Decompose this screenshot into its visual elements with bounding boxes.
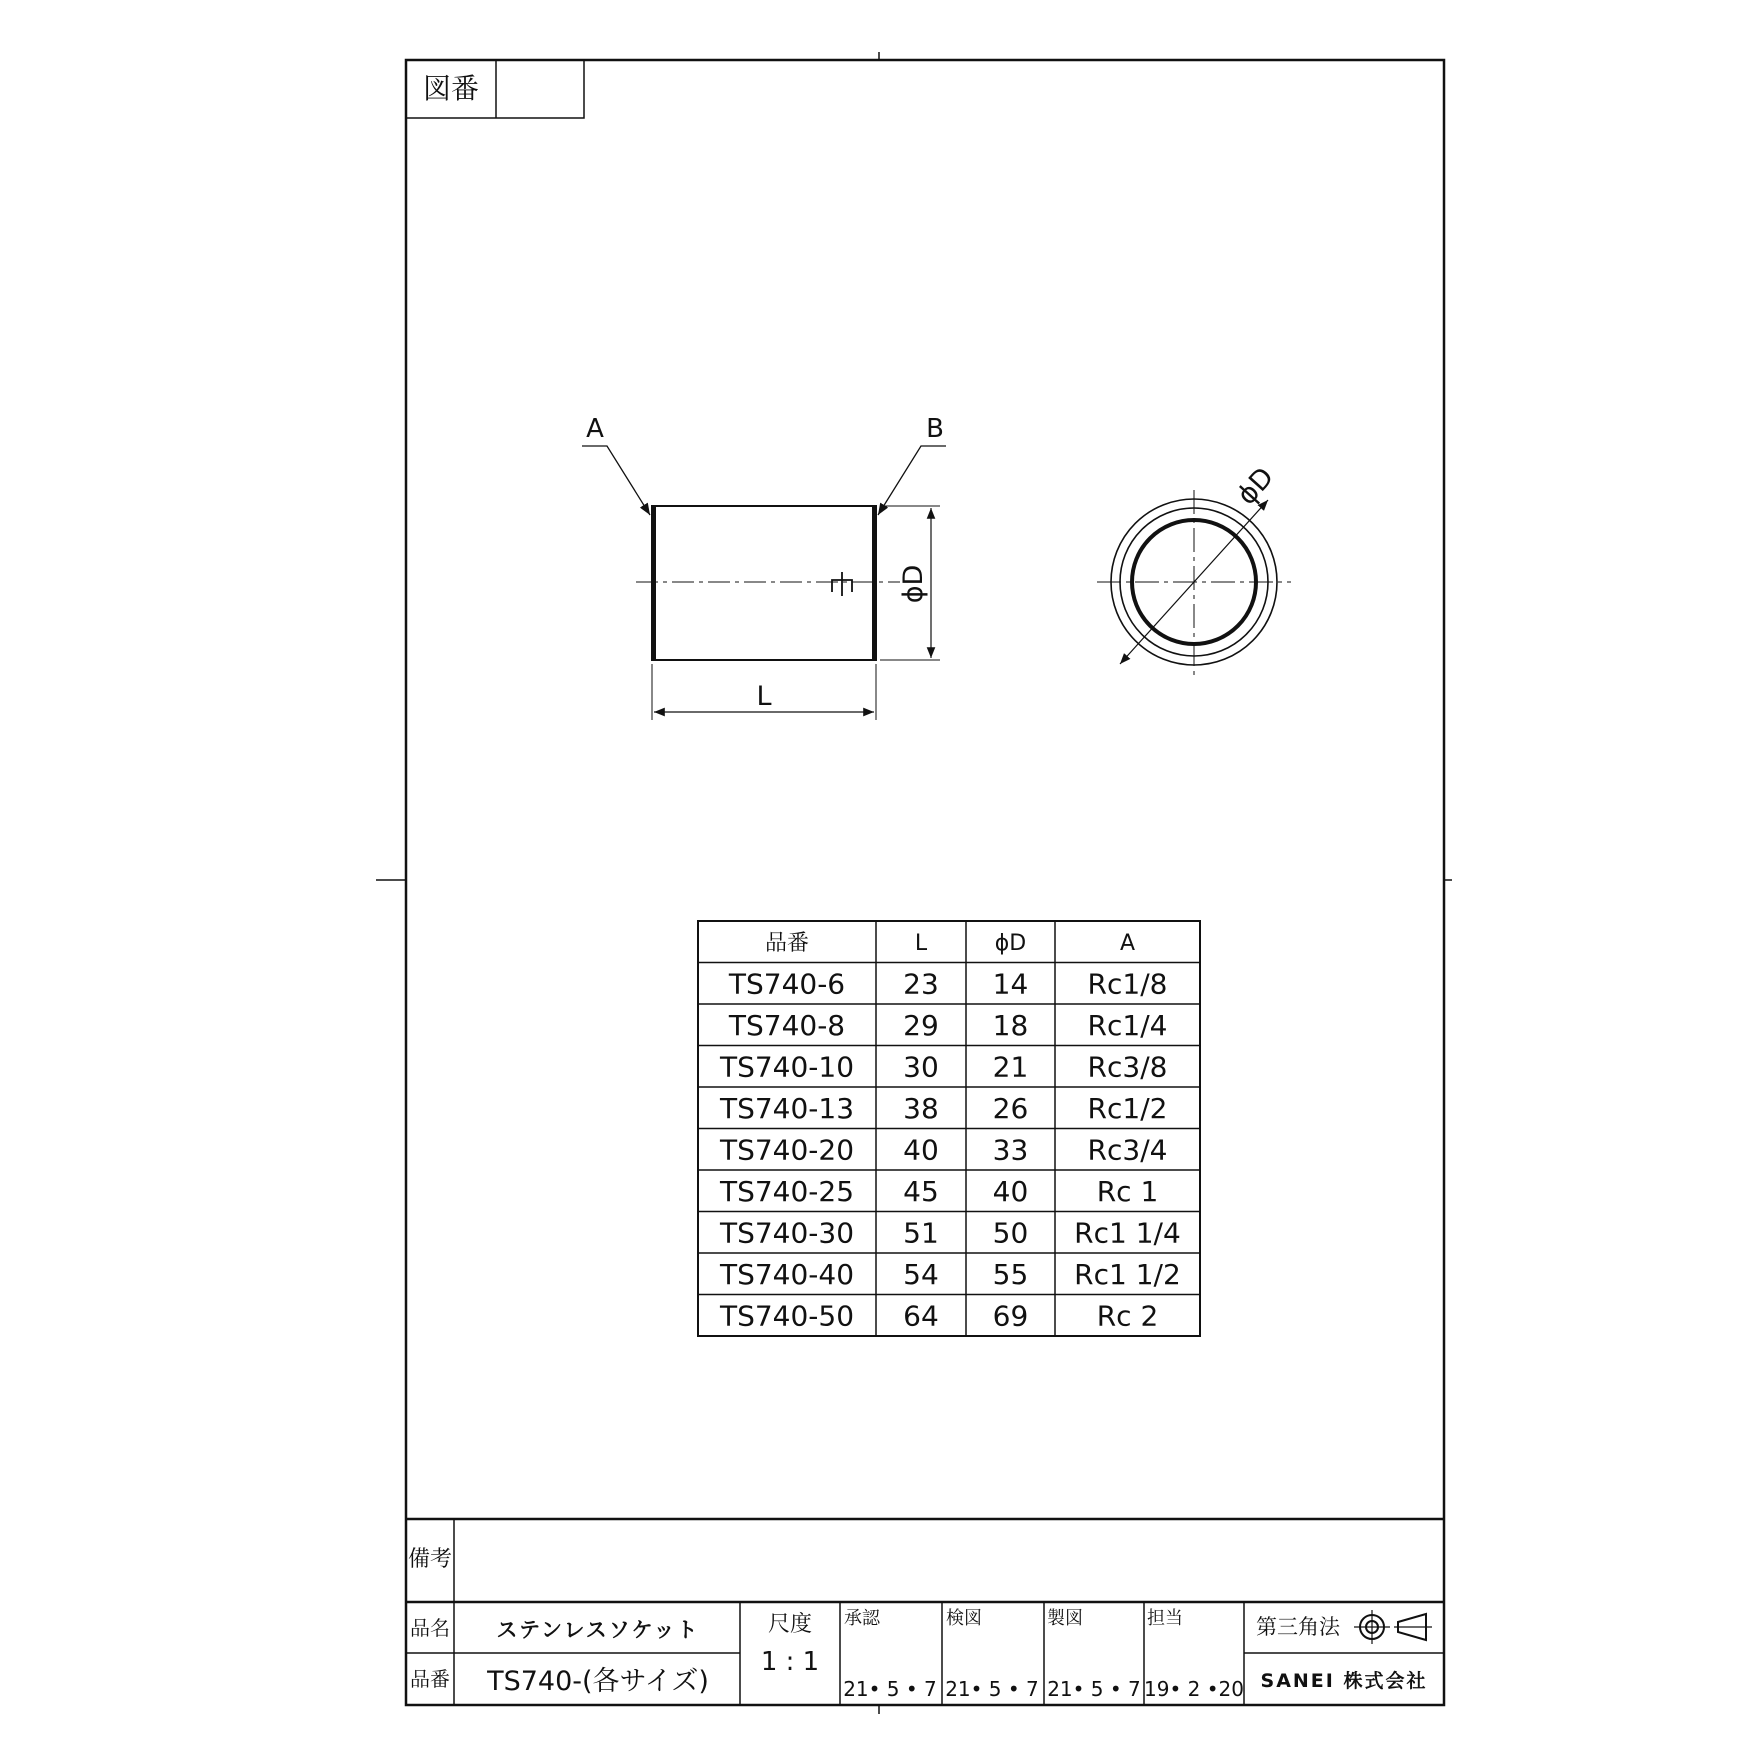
table-cell: TS740-8 bbox=[728, 1008, 846, 1042]
table-cell: 21 bbox=[992, 1050, 1029, 1084]
company-name: SANEI 株式会社 bbox=[1260, 1670, 1428, 1692]
projection-label: 第三角法 bbox=[1256, 1615, 1340, 1639]
approval-date-4: 19• 2 •20 bbox=[1144, 1677, 1244, 1701]
table-cell: 38 bbox=[903, 1091, 939, 1125]
number-value: TS740-(各サイズ) bbox=[487, 1666, 709, 1697]
table-cell: 55 bbox=[992, 1257, 1029, 1291]
table-cell: Rc3/4 bbox=[1087, 1133, 1168, 1167]
approval-label-3: 製図 bbox=[1047, 1608, 1083, 1629]
dim-label-l: L bbox=[756, 681, 772, 712]
table-cell: TS740-40 bbox=[719, 1257, 855, 1291]
table-header-cell: A bbox=[1119, 930, 1136, 956]
table-cell: 29 bbox=[903, 1008, 939, 1042]
table-cell: 14 bbox=[992, 967, 1029, 1001]
approval-date-2: 21• 5 • 7 bbox=[945, 1677, 1039, 1701]
table-cell: TS740-25 bbox=[719, 1174, 855, 1208]
table-cell: 64 bbox=[903, 1299, 939, 1333]
table-cell: Rc1 1/4 bbox=[1074, 1216, 1181, 1250]
approval-label-1: 承認 bbox=[844, 1608, 880, 1629]
name-label: 品名 bbox=[410, 1616, 450, 1640]
approval-label-2: 検図 bbox=[946, 1608, 982, 1629]
end-dim-label-d: ϕD bbox=[1231, 461, 1281, 512]
table-cell: TS740-50 bbox=[719, 1299, 855, 1333]
scale-label: 尺度 bbox=[767, 1612, 813, 1637]
remarks-label: 備考 bbox=[407, 1547, 453, 1572]
drawing-frame bbox=[406, 60, 1444, 1705]
table-cell: 33 bbox=[992, 1133, 1029, 1167]
approval-label-4: 担当 bbox=[1147, 1608, 1183, 1629]
table-cell: 30 bbox=[903, 1050, 939, 1084]
table-cell: 40 bbox=[992, 1174, 1029, 1208]
drawing-number-box bbox=[406, 60, 584, 118]
approval-date-3: 21• 5 • 7 bbox=[1047, 1677, 1141, 1701]
table-cell: 18 bbox=[992, 1008, 1029, 1042]
table-cell: 26 bbox=[992, 1091, 1029, 1125]
side-view bbox=[582, 414, 946, 720]
table-cell: Rc1/2 bbox=[1087, 1091, 1168, 1125]
size-table bbox=[698, 921, 1200, 1336]
title-block bbox=[406, 1519, 1444, 1705]
number-label: 品番 bbox=[410, 1667, 450, 1691]
drawing-number-label: 図番 bbox=[422, 72, 480, 105]
table-cell: TS740-20 bbox=[719, 1133, 855, 1167]
scale-value: 1 : 1 bbox=[760, 1647, 820, 1677]
approval-date-1: 21• 5 • 7 bbox=[843, 1677, 937, 1701]
table-cell: 51 bbox=[903, 1216, 939, 1250]
third-angle-projection-icon bbox=[1354, 1610, 1432, 1644]
leader-b bbox=[878, 446, 946, 515]
table-cell: TS740-10 bbox=[719, 1050, 855, 1084]
table-cell: 23 bbox=[903, 967, 939, 1001]
table-cell: 69 bbox=[992, 1299, 1029, 1333]
table-cell: 45 bbox=[903, 1174, 939, 1208]
table-cell: TS740-6 bbox=[728, 967, 846, 1001]
table-cell: TS740-13 bbox=[719, 1091, 855, 1125]
dim-label-d: ϕD bbox=[898, 564, 929, 604]
table-cell: Rc3/8 bbox=[1087, 1050, 1168, 1084]
end-view bbox=[1097, 462, 1291, 678]
table-cell: Rc 2 bbox=[1096, 1299, 1159, 1333]
table-cell: Rc1 1/2 bbox=[1074, 1257, 1181, 1291]
table-cell: Rc 1 bbox=[1096, 1174, 1159, 1208]
table-cell: Rc1/8 bbox=[1087, 967, 1168, 1001]
table-header-cell: L bbox=[914, 930, 928, 956]
table-header-cell: ϕD bbox=[994, 930, 1027, 956]
table-cell: 40 bbox=[903, 1133, 939, 1167]
table-cell: 50 bbox=[992, 1216, 1029, 1250]
center-symbol bbox=[832, 572, 852, 596]
table-cell: TS740-30 bbox=[719, 1216, 855, 1250]
label-b: B bbox=[926, 414, 944, 444]
table-cell: 54 bbox=[903, 1257, 939, 1291]
name-value: ステンレスソケット bbox=[496, 1618, 700, 1642]
table-header-cell: 品番 bbox=[764, 930, 810, 956]
table-cell: Rc1/4 bbox=[1087, 1008, 1168, 1042]
leader-a bbox=[582, 446, 650, 515]
label-a: A bbox=[586, 414, 604, 444]
